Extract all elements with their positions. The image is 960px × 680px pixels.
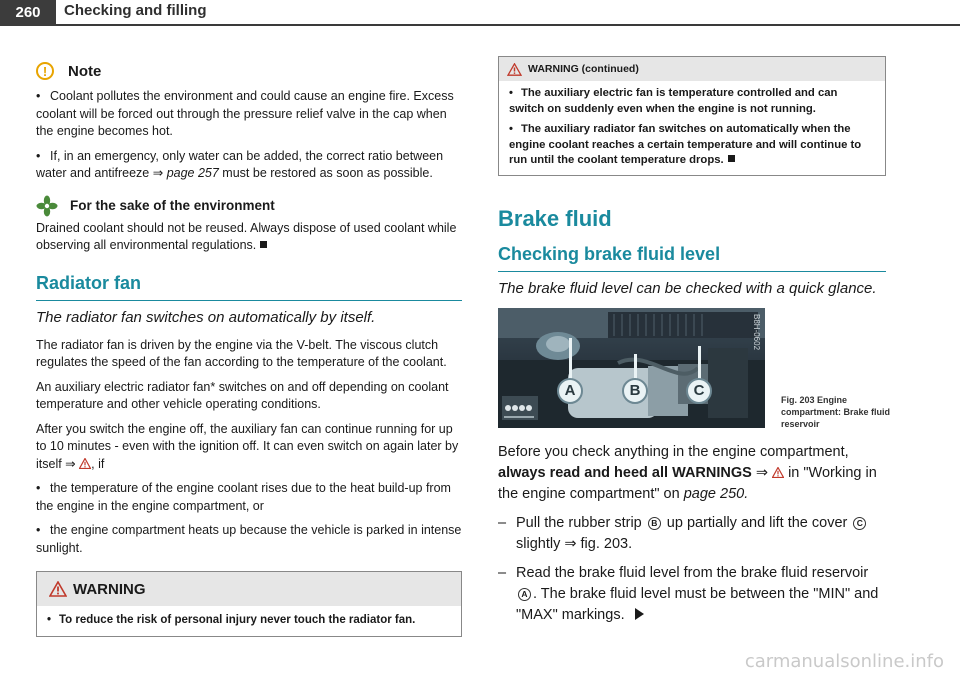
engine-photo-illustration: [498, 308, 765, 428]
brake-fluid-intro: Before you check anything in the engine compartment, always read and heed all WARNINGS ⇒ in "Working in the engine compartment" on page 250.: [498, 443, 877, 502]
figure-code: B8H-0602: [752, 313, 761, 350]
left-column: [36, 62, 462, 637]
warning-item: • The auxiliary electric fan is temperature controlled and can switch on suddenly even when the engine is not running.: [509, 87, 838, 115]
warning-triangle-icon: [49, 581, 67, 597]
environment-title: For the sake of the environment: [70, 198, 275, 213]
radiator-fan-bullet-2: • the engine compartment heats up because the vehicle is parked in intense sunlight.: [36, 523, 462, 555]
environment-text: Drained coolant should not be reused. Always dispose of used coolant while observing all environmental regulations.: [36, 220, 457, 252]
warning-box-header: [37, 572, 461, 606]
environment-heading: [36, 195, 462, 217]
callout-stem: [569, 338, 572, 380]
callout-ref-b: B: [648, 517, 661, 530]
brake-fluid-lead: The brake fluid level can be checked with a quick glance.: [498, 279, 877, 297]
running-title: Checking and filling: [64, 2, 207, 19]
radiator-fan-bullet-1: • the temperature of the engine coolant rises due to the heat build-up from the engine in the engine compartment, or: [36, 481, 451, 513]
note-title: Note: [68, 62, 102, 80]
bullet-dot: •: [36, 89, 41, 103]
heading-rule: [36, 300, 462, 301]
header-rule: [56, 24, 960, 26]
radiator-fan-heading: Radiator fan: [36, 272, 142, 293]
radiator-fan-para-3: After you switch the engine off, the auxiliary fan can continue running for up to 10 minutes - even with the ignition off. It can even switch on again later by itself ⇒ , if: [36, 421, 459, 471]
warning-box: [36, 571, 462, 637]
warning-continued-box: [498, 56, 886, 176]
brake-fluid-heading: Brake fluid: [498, 205, 612, 231]
warning-continued-body: [499, 81, 885, 175]
warning-item: • To reduce the risk of personal injury never touch the radiator fan.: [47, 614, 416, 626]
figure-203: [498, 308, 891, 429]
warning-item: • The auxiliary radiator fan switches on automatically when the engine coolant reaches a certain temperature and will continue to run until the coolant temperature drops.: [509, 123, 862, 166]
continued-arrow-icon: [635, 608, 644, 620]
watermark: carmanualsonline.info: [744, 651, 944, 672]
brake-fluid-step-2: – Read the brake fluid level from the brake fluid reservoir A . The brake fluid level must be between the "MIN" and "MAX" markings.: [498, 564, 879, 623]
heading-rule: [498, 271, 886, 272]
figure-caption: Fig. 203 Engine compartment: Brake fluid reservoir: [781, 394, 891, 429]
page-header: [0, 0, 960, 28]
brake-fluid-step-1: – Pull the rubber strip B up partially and lift the cover C slightly ⇒ fig. 203.: [498, 513, 886, 555]
warning-triangle-icon: [507, 63, 522, 76]
warning-triangle-icon: [79, 458, 91, 469]
section-end-mark: [260, 241, 267, 248]
callout-c: C: [686, 378, 712, 404]
engine-compartment-photo: [498, 308, 765, 428]
callout-ref-a: A: [518, 588, 531, 601]
callout-stem: [634, 354, 637, 380]
radiator-fan-para-2: An auxiliary electric radiator fan* switches on and off depending on coolant temperature and other vehicle operating conditions.: [36, 379, 449, 411]
note-bullet-1: • Coolant pollutes the environment and could cause an engine fire. Excess coolant will be forced out through the pressure relief valve in the cap when the engine becomes hot.: [36, 89, 454, 138]
note-heading: [36, 62, 462, 80]
warning-body: [37, 606, 461, 636]
note-bullet-2: • If, in an emergency, only water can be added, the correct ratio between water and antifreeze ⇒ page 257 must be restored as soon as possible.: [36, 148, 444, 180]
warning-triangle-icon: [772, 467, 784, 478]
brake-fluid-subheading: Checking brake fluid level: [498, 243, 721, 264]
info-exclamation-icon: !: [36, 62, 54, 80]
right-column: [498, 56, 891, 634]
callout-a: A: [557, 378, 583, 404]
bullet-dot: •: [36, 148, 41, 163]
page-reference-link[interactable]: page 250.: [683, 485, 749, 502]
callout-ref-c: C: [853, 517, 866, 530]
callout-b: B: [622, 378, 648, 404]
radiator-fan-lead: The radiator fan switches on automatically by itself.: [36, 308, 376, 326]
warning-continued-header: [499, 57, 885, 81]
section-end-mark: [728, 155, 735, 162]
page-number: 260: [0, 0, 56, 26]
warning-title: WARNING: [73, 580, 146, 598]
radiator-fan-para-1: The radiator fan is driven by the engine via the V-belt. The viscous clutch regulates the speed of the fan according to the temperature of the coolant.: [36, 337, 447, 369]
warning-continued-title: WARNING (continued): [528, 63, 639, 75]
callout-stem: [698, 346, 701, 380]
leaf-environment-icon: [36, 195, 58, 217]
page-reference-link[interactable]: page 257: [166, 166, 219, 180]
